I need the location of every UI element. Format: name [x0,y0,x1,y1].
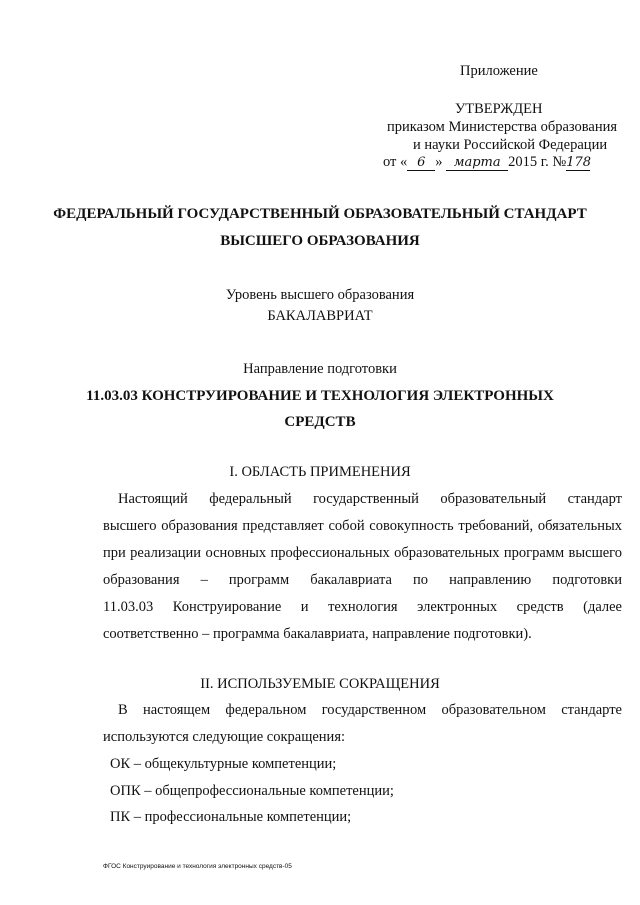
section-2-line: используются следующие сокращения: [103,729,346,745]
appendix-label: Приложение [460,63,538,79]
abbreviation-item: ПК – профессиональные компетенции; [110,809,352,825]
date-month: марта [446,155,508,171]
order-number: 178 [566,155,592,170]
date-mid: » [435,154,443,170]
section-1-heading: I. ОБЛАСТЬ ПРИМЕНЕНИЯ [229,464,411,480]
date-prefix: от « [383,154,408,170]
abbreviation-item: ОПК – общепрофессиональные компетенции; [110,783,394,799]
section-2-line: В настоящем федеральном государственном образовательном стандарте [118,702,622,718]
section-1-line: Настоящий федеральный государственный образовательный стандарт [118,491,622,507]
date-day: 6 [407,155,435,171]
section-1-line: соответственно – программа бакалавриата, направление подготовки). [103,626,532,642]
direction-title-line-1: 11.03.03 КОНСТРУИРОВАНИЕ И ТЕХНОЛОГИЯ ЭЛЕКТРОННЫХ [86,388,554,404]
order-line-1: приказом Министерства образования [387,119,618,135]
document-title-line-2: ВЫСШЕГО ОБРАЗОВАНИЯ [220,233,420,249]
approved-label: УТВЕРЖДЕН [455,101,543,117]
order-date-line [383,154,590,171]
level-label: Уровень высшего образования [225,287,415,303]
section-1-line: при реализации основных профессиональных образовательных программ высшего [103,545,622,561]
footer-text: ФГОС Конструирование и технология электронных средств-05 [103,863,292,870]
abbreviation-item: ОК – общекультурные компетенции; [110,756,337,772]
date-year: 2015 г. № [508,154,567,170]
order-line-2: и науки Российской Федерации [413,137,608,153]
section-1-line: 11.03.03 Конструирование и технология электронных средств (далее [103,599,622,615]
document-title-line-1: ФЕДЕРАЛЬНЫЙ ГОСУДАРСТВЕННЫЙ ОБРАЗОВАТЕЛЬНЫЙ СТАНДАРТ [53,206,587,222]
direction-label: Направление подготовки [243,361,397,377]
level-value: БАКАЛАВРИАТ [267,308,373,324]
section-2-heading: II. ИСПОЛЬЗУЕМЫЕ СОКРАЩЕНИЯ [200,676,440,692]
direction-title-line-2: СРЕДСТВ [284,414,356,430]
section-1-line: образования – программ бакалавриата по направлению подготовки [103,572,622,588]
section-1-line: высшего образования представляет собой совокупность требований, обязательных [103,518,622,534]
